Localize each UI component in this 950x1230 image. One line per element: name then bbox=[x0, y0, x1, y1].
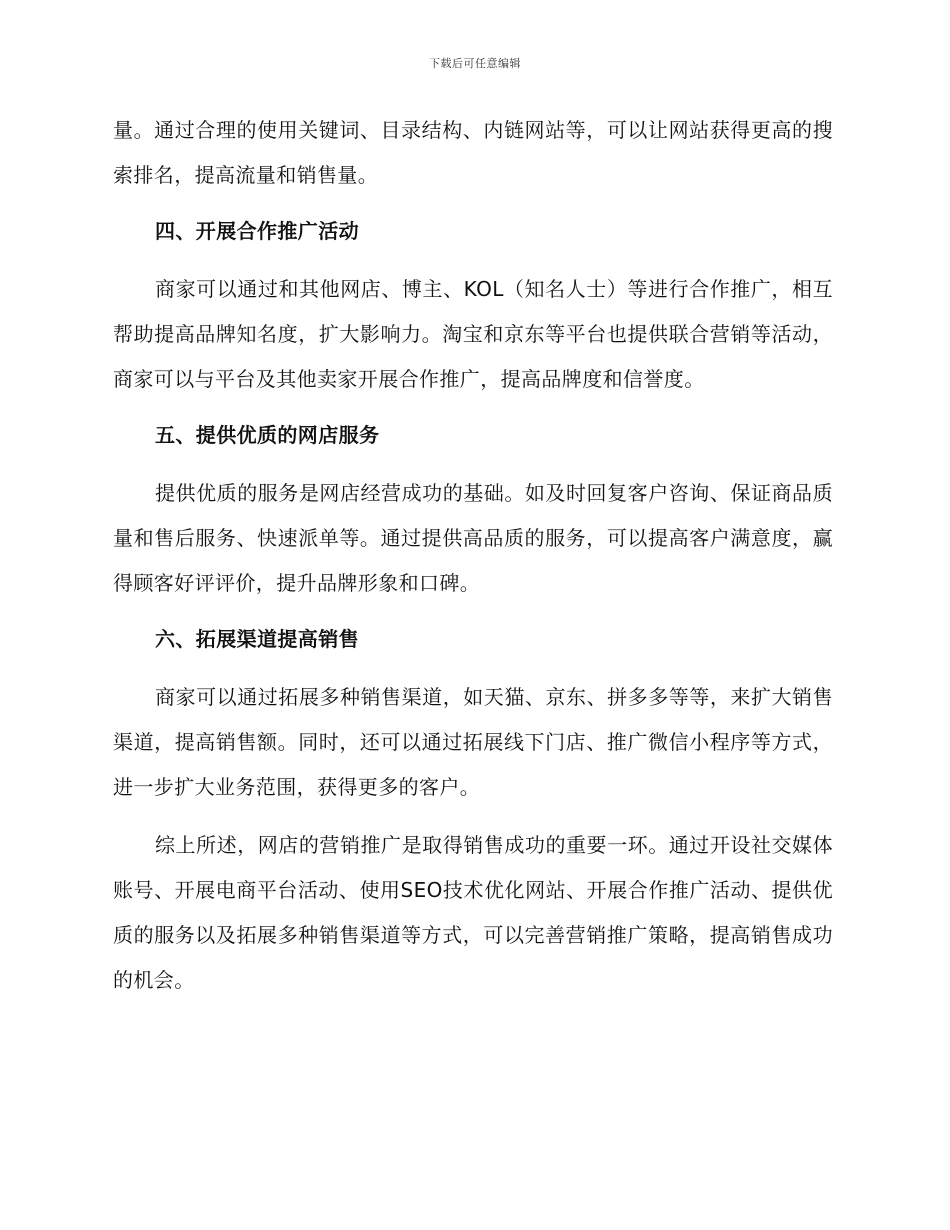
section-heading-5: 五、提供优质的网店服务 bbox=[155, 423, 380, 447]
spacer bbox=[113, 458, 833, 471]
spacer bbox=[113, 810, 833, 823]
spacer bbox=[113, 662, 833, 675]
spacer bbox=[113, 402, 833, 413]
spacer bbox=[113, 254, 833, 267]
document-body bbox=[113, 108, 833, 1003]
page-header-note: 下载后可任意编辑 bbox=[429, 57, 521, 70]
section-heading-6: 六、拓展渠道提高销售 bbox=[155, 627, 359, 651]
spacer bbox=[113, 606, 833, 617]
section-heading-4: 四、开展合作推广活动 bbox=[155, 219, 359, 243]
section-body-4: 商家可以通过和其他网店、博主、KOL（知名人士）等进行合作推广，相互帮助提高品牌知名度，扩大影响力。淘宝和京东等平台也提供联合营销等活动，商家可以与平台及其他卖家开展合作推广，提高品牌度和信誉度。 bbox=[113, 277, 833, 391]
section-body-5: 提供优质的服务是网店经营成功的基础。如及时回复客户咨询、保证商品质量和售后服务、快速派单等。通过提供高品质的服务，可以提高客户满意度，赢得顾客好评评价，提升品牌形象和口碑。 bbox=[113, 481, 833, 595]
intro-paragraph: 量。通过合理的使用关键词、目录结构、内链网站等，可以让网站获得更高的搜索排名，提高流量和销售量。 bbox=[113, 118, 833, 187]
section-body-6: 商家可以通过拓展多种销售渠道，如天猫、京东、拼多多等等，来扩大销售渠道，提高销售额。同时，还可以通过拓展线下门店、推广微信小程序等方式，进一步扩大业务范围，获得更多的客户。 bbox=[113, 685, 833, 799]
spacer bbox=[113, 198, 833, 209]
conclusion-paragraph: 综上所述，网店的营销推广是取得销售成功的重要一环。通过开设社交媒体账号、开展电商平台活动、使用SEO技术优化网站、开展合作推广活动、提供优质的服务以及拓展多种销售渠道等方式，可以完善营销推广策略，提高销售成功的机会。 bbox=[113, 833, 833, 992]
